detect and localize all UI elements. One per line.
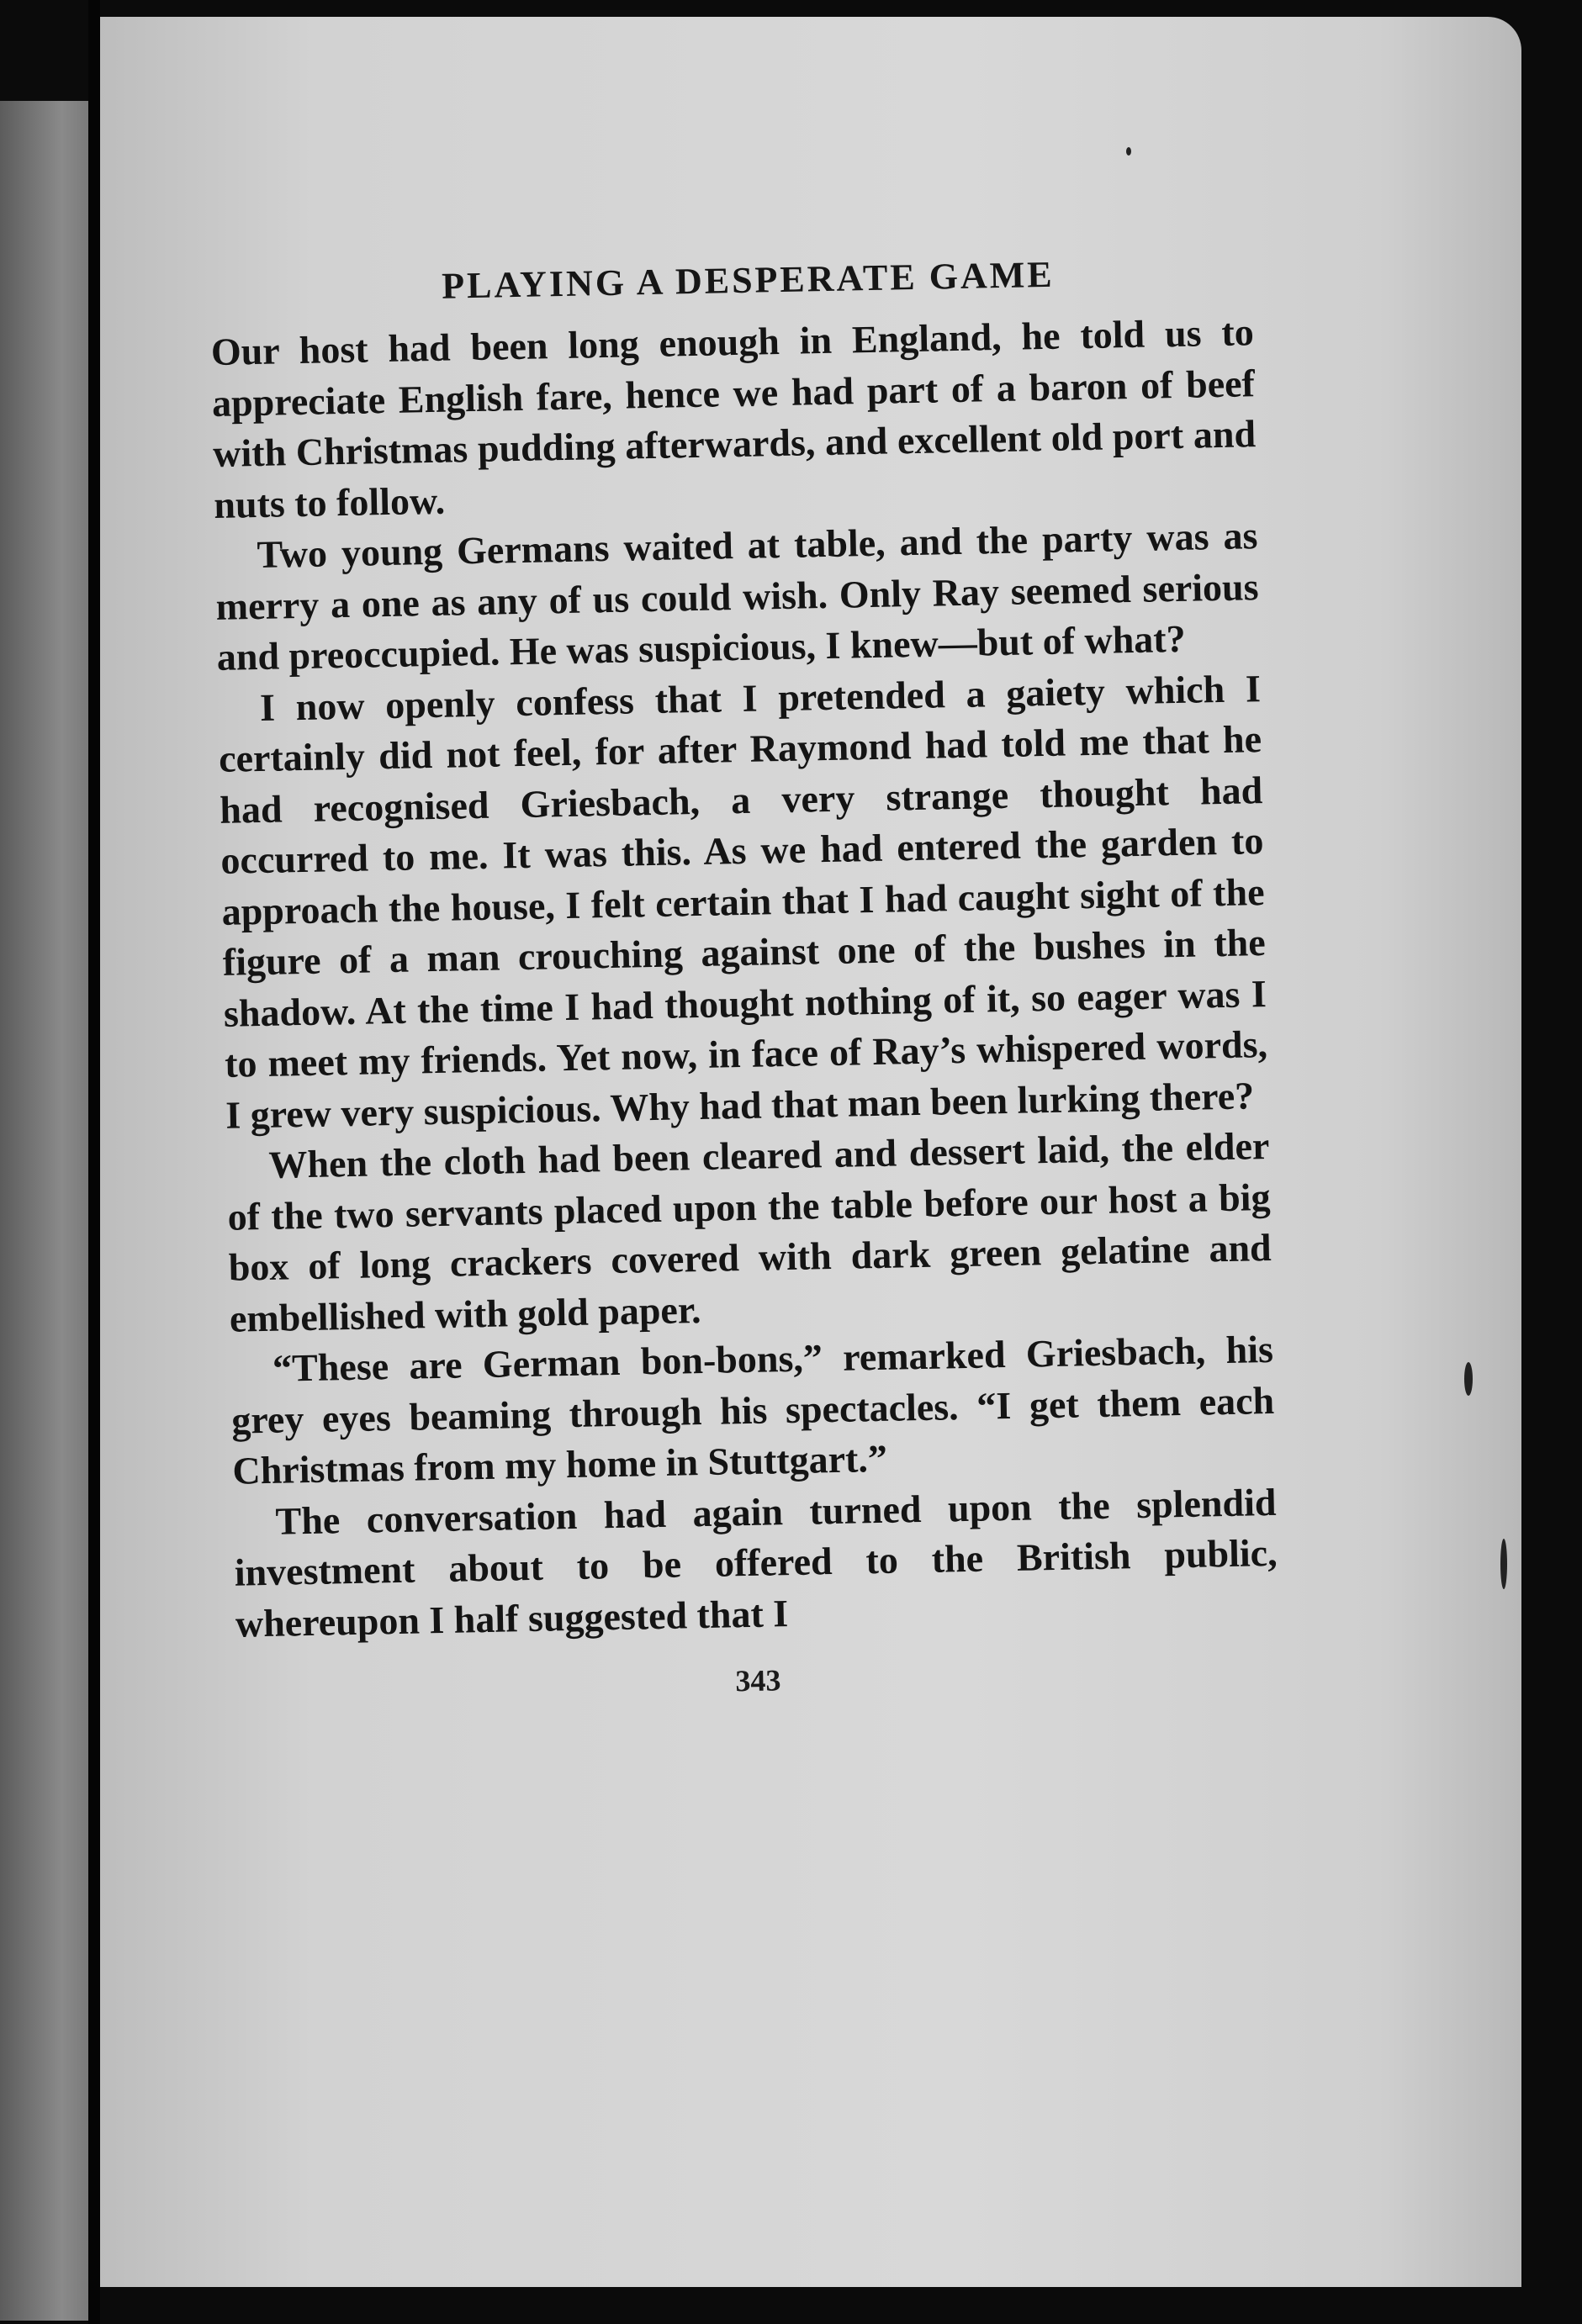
page-text-block bbox=[209, 249, 1280, 1708]
paragraph: When the cloth had been cleared and dessert laid, the elder of the two servants placed upon the table before our host a big box of long crackers covered with dark green gelatine and embellished with gold paper. bbox=[227, 1124, 1272, 1340]
paragraph: Our host had been long enough in England, he told us to appreciate English fare, hence we had part of a baron of beef with Christmas pudding afterwards, and excellent old port and nuts to follow. bbox=[210, 310, 1257, 526]
print-speck bbox=[1500, 1539, 1507, 1589]
paragraph: I now openly confess that I pretended a gaiety which I certainly did not feel, for after Raymond had told me that he had recognised Griesbach, a very strange thought had occurred to me. It was this. As we had entered the garden to approach the house, I felt certain that I had caught sight of the figure of a man crouching against one of the bushes in the shadow. At the time I had thought nothing of it, so eager was I to meet my friends. Yet now, in face of Ray’s whispered words, I grew very suspicious. Why had that man been lurking there? bbox=[218, 666, 1268, 1137]
print-speck bbox=[1126, 147, 1131, 156]
print-speck bbox=[1464, 1362, 1473, 1396]
paragraph: The conversation had again turned upon the splendid investment about to be offered to the British public, whereupon I half suggested that I bbox=[234, 1480, 1278, 1645]
page-number: 343 bbox=[734, 1663, 781, 1698]
book-gutter bbox=[88, 0, 100, 2324]
paragraph: “These are German bon-bons,” remarked Griesbach, his grey eyes beaming through his spectacles. “I get them each Christmas from my home in Stuttgart.” bbox=[230, 1327, 1275, 1492]
paragraph: Two young Germans waited at table, and the party was as merry a one as any of us could wish. Only Ray seemed serious and preoccupied. He was suspicious, I knew—but of what? bbox=[215, 514, 1259, 679]
facing-page-edge bbox=[0, 101, 88, 2321]
book-page bbox=[100, 17, 1521, 2287]
running-head: PLAYING A DESPERATE GAME bbox=[441, 253, 1056, 307]
